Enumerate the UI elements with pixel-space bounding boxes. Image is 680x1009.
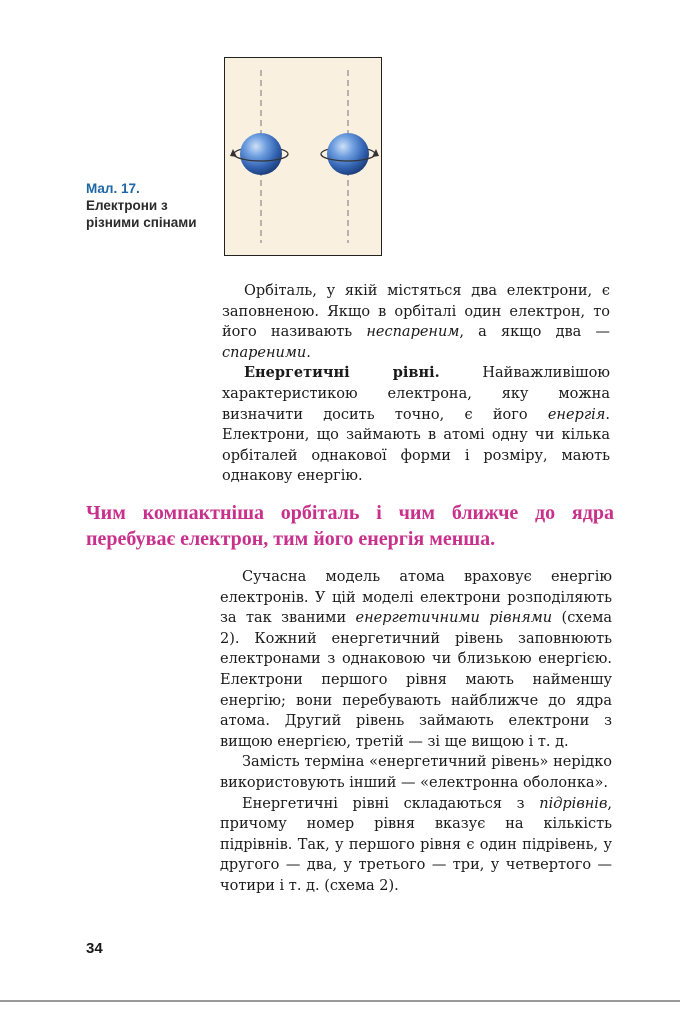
electron-sphere-left bbox=[240, 133, 282, 175]
paragraph-sublevels: Енергетичні рівні складаються з підрівнів, причому номер рівня вказує на кількість підрівнів. Так, у першого рівня є один підрівень, у другого — два, у третього — три, у четвертого — чотири і т. д. (схема 2). bbox=[220, 795, 612, 894]
spin-arrow-right bbox=[372, 149, 379, 157]
paragraph-atom-model: Сучасна модель атома враховує енергію електронів. У цій моделі електрони розподіляють за так званими енергетичними рівнями (схема 2). Кожний енергетичний рівень заповнюють електронами з однаковою чи близькою енергією. Електрони першого рівня мають найменшу енергію; вони перебувають найближче до ядра атома. Другий рівень займають електрони з вищою енергією, третій — зі ще вищою і т. д. bbox=[220, 569, 612, 750]
paragraph-orbital-filling: Орбіталь, у якій містяться два електрони, є заповненою. Якщо в орбіталі один електрон, то його називають неспареним, а якщо два — спареними. bbox=[222, 283, 610, 361]
figure-number: Мал. 17. bbox=[86, 181, 140, 196]
figure-caption bbox=[86, 180, 216, 231]
electron-sphere-right bbox=[327, 133, 369, 175]
highlighted-rule: Чим компактніша орбіталь і чим ближче до ядра перебуває електрон, тим його енергія менша. bbox=[86, 502, 614, 550]
paragraph-electron-shell: Замість терміна «енергетичний рівень» нерідко використовують інший — «електронна оболонка». bbox=[220, 754, 612, 791]
spin-arrow-left bbox=[230, 149, 237, 157]
bottom-divider bbox=[0, 1000, 680, 1002]
text-block-bottom bbox=[220, 567, 612, 897]
section-heading: Енергетичні рівні. bbox=[244, 364, 440, 382]
paragraph-energy-levels: Енергетичні рівні. Найважливішою характеристикою електрона, яку можна визначити досить точно, є його енергія. Електрони, що займають в атомі одну чи кілька орбіталей однакової форми і розміру, мають однакову енергію. bbox=[222, 364, 610, 485]
figure-caption-text: Електрони з різними спінами bbox=[86, 198, 197, 230]
page-number: 34 bbox=[86, 940, 103, 957]
figure-electron-spins bbox=[224, 57, 382, 256]
electron-spin-illustration bbox=[225, 58, 381, 255]
text-block-top bbox=[222, 281, 610, 487]
